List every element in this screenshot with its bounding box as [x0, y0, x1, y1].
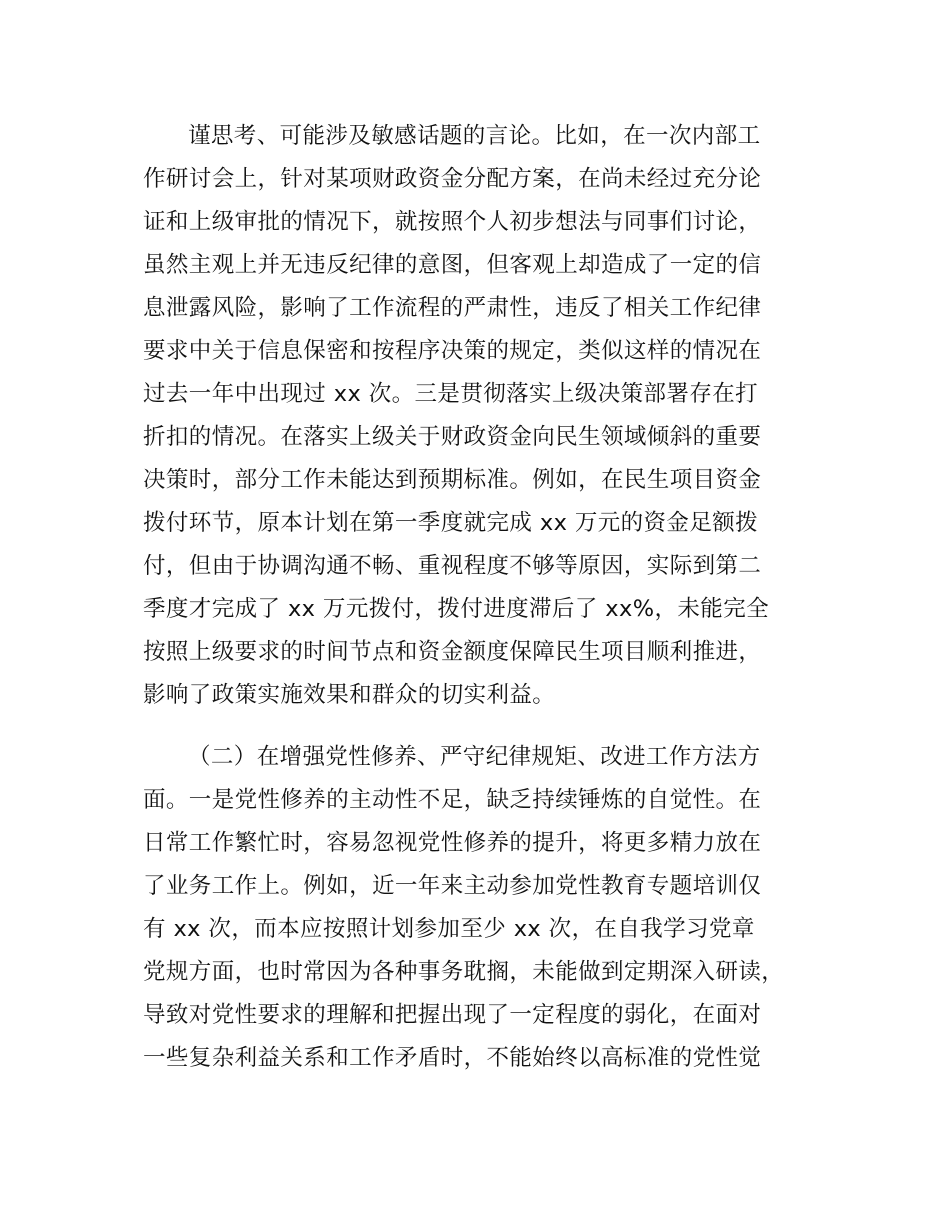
- paragraph-line: 谨思考、可能涉及敏感话题的言论。比如，在一次内部工: [188, 123, 761, 149]
- paragraph-line: 了业务工作上。例如，近一年来主动参加党性教育专题培训仅: [143, 873, 762, 899]
- paragraph-line: 要求中关于信息保密和按程序决策的规定，类似这样的情况在: [143, 338, 762, 364]
- paragraph-line: 作研讨会上，针对某项财政资金分配方案，在尚未经过充分论: [143, 166, 762, 192]
- paragraph-line: 党规方面，也时常因为各种事务耽搁，未能做到定期深入研读，: [143, 959, 785, 985]
- section-heading-line: （二）在增强党性修养、严守纪律规矩、改进工作方法方: [188, 744, 761, 770]
- paragraph-line: 证和上级审批的情况下，就按照个人初步想法与同事们讨论，: [143, 209, 762, 235]
- paragraph-line: 季度才完成了 xx 万元拨付，拨付进度滞后了 xx%，未能完全: [143, 596, 769, 622]
- paragraph-line: 日常工作繁忙时，容易忽视党性修养的提升，将更多精力放在: [143, 830, 762, 856]
- paragraph-line: 息泄露风险，影响了工作流程的严肃性，违反了相关工作纪律: [143, 295, 762, 321]
- paragraph-line: 折扣的情况。在落实上级关于财政资金向民生领域倾斜的重要: [143, 424, 762, 450]
- paragraph-line: 一些复杂利益关系和工作矛盾时，不能始终以高标准的党性觉: [143, 1045, 762, 1071]
- paragraph-line: 过去一年中出现过 xx 次。三是贯彻落实上级决策部署存在打: [143, 381, 759, 407]
- paragraph-line: 虽然主观上并无违反纪律的意图，但客观上却造成了一定的信: [143, 252, 762, 278]
- paragraph-line: 影响了政策实施效果和群众的切实利益。: [143, 682, 556, 708]
- paragraph-line: 决策时，部分工作未能达到预期标准。例如，在民生项目资金: [143, 467, 762, 493]
- paragraph-line: 拨付环节，原本计划在第一季度就完成 xx 万元的资金足额拨: [143, 510, 759, 536]
- paragraph-line: 按照上级要求的时间节点和资金额度保障民生项目顺利推进，: [143, 639, 762, 665]
- paragraph-line: 面。一是党性修养的主动性不足，缺乏持续锤炼的自觉性。在: [143, 787, 762, 813]
- paragraph-line: 付，但由于协调沟通不畅、重视程度不够等原因，实际到第二: [143, 553, 762, 579]
- paragraph-line: 导致对党性要求的理解和把握出现了一定程度的弱化，在面对: [143, 1002, 762, 1028]
- paragraph-line: 有 xx 次，而本应按照计划参加至少 xx 次，在自我学习党章: [143, 916, 755, 942]
